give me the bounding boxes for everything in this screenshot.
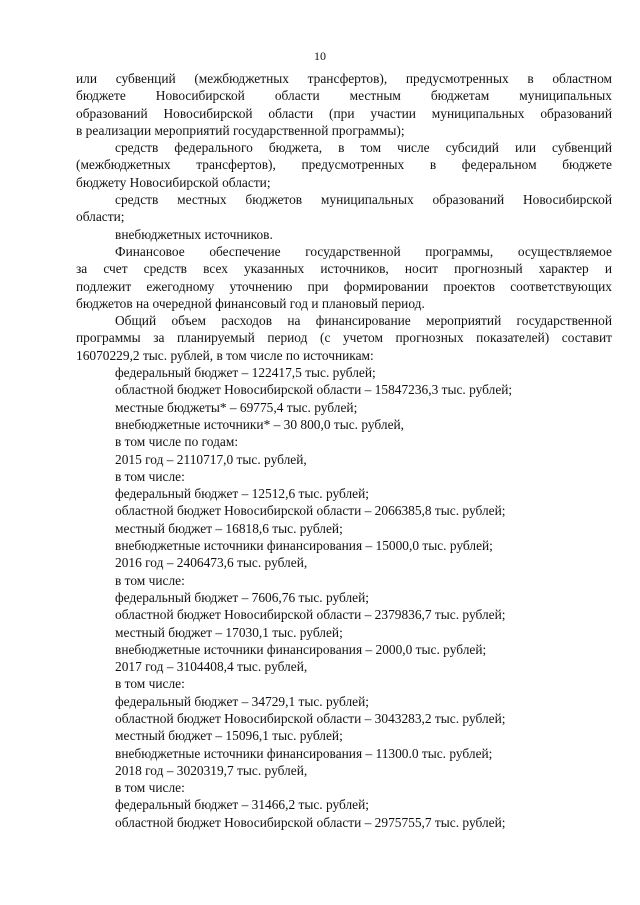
text-line: в том числе: xyxy=(115,676,185,692)
text-line: федеральный бюджет – 12512,6 тыс. рублей; xyxy=(115,486,370,502)
text-line: средств местных бюджетов муниципальных образований Новосибирской xyxy=(115,192,612,208)
document-body xyxy=(76,70,612,831)
text-line: (межбюджетных трансфертов), предусмотренных в федеральном бюджете xyxy=(76,157,612,173)
text-line: областной бюджет Новосибирской области – 2975755,7 тыс. рублей; xyxy=(115,814,506,830)
text-line: местный бюджет – 15096,1 тыс. рублей; xyxy=(115,728,343,744)
text-line: внебюджетные источники финансирования – 15000,0 тыс. рублей; xyxy=(115,538,493,554)
text-line: в реализации мероприятий государственной программы); xyxy=(76,122,405,138)
text-line: Финансовое обеспечение государственной программы, осуществляемое xyxy=(115,243,612,259)
text-line: 2017 год – 3104408,4 тыс. рублей, xyxy=(115,659,308,675)
text-line: федеральный бюджет – 122417,5 тыс. рублей; xyxy=(115,365,376,381)
text-line: бюджетов на очередной финансовый год и плановый период. xyxy=(76,295,425,311)
text-line: за счет средств всех указанных источников, носит прогнозный характер и xyxy=(76,261,612,277)
text-line: 2015 год – 2110717,0 тыс. рублей, xyxy=(115,451,307,467)
text-line: бюджету Новосибирской области; xyxy=(76,174,271,190)
text-line: внебюджетные источники финансирования – 11300.0 тыс. рублей; xyxy=(115,745,493,761)
text-line: 16070229,2 тыс. рублей, в том числе по источникам: xyxy=(76,347,374,363)
text-line: местные бюджеты* – 69775,4 тыс. рублей; xyxy=(115,399,358,415)
text-line: внебюджетные источники* – 30 800,0 тыс. рублей, xyxy=(115,416,405,432)
text-line: в том числе: xyxy=(115,780,185,796)
text-line: 2016 год – 2406473,6 тыс. рублей, xyxy=(115,555,308,571)
text-line: областной бюджет Новосибирской области – 2066385,8 тыс. рублей; xyxy=(115,503,506,519)
text-line: внебюджетные источники финансирования – 2000,0 тыс. рублей; xyxy=(115,641,487,657)
text-line: средств федерального бюджета, в том числе субсидий или субвенций xyxy=(115,140,612,156)
text-line: внебюджетных источников. xyxy=(115,226,273,242)
text-line: областной бюджет Новосибирской области – 15847236,3 тыс. рублей; xyxy=(115,382,513,398)
text-line: в том числе: xyxy=(115,572,185,588)
text-line: местный бюджет – 17030,1 тыс. рублей; xyxy=(115,624,343,640)
text-line: или субвенций (межбюджетных трансфертов), предусмотренных в областном xyxy=(76,71,612,86)
text-line: федеральный бюджет – 31466,2 тыс. рублей; xyxy=(115,797,370,813)
text-line: подлежит ежегодному уточнению при формировании проектов соответствующих xyxy=(76,278,612,294)
text-line: в том числе: xyxy=(115,468,185,484)
text-line: местный бюджет – 16818,6 тыс. рублей; xyxy=(115,520,343,536)
text-line: федеральный бюджет – 34729,1 тыс. рублей; xyxy=(115,693,370,709)
text-line: областной бюджет Новосибирской области – 2379836,7 тыс. рублей; xyxy=(115,607,506,623)
text-line: 2018 год – 3020319,7 тыс. рублей, xyxy=(115,762,308,778)
text-line: Общий объем расходов на финансирование мероприятий государственной xyxy=(115,313,612,329)
text-line: в том числе по годам: xyxy=(115,434,239,450)
text-line: области; xyxy=(76,209,125,225)
text-line: федеральный бюджет – 7606,76 тыс. рублей; xyxy=(115,589,370,605)
text-line: бюджете Новосибирской области местным бюджетам муниципальных xyxy=(76,88,612,104)
text-line: программы за планируемый период (с учетом прогнозных показателей) составит xyxy=(76,330,612,346)
text-line: областной бюджет Новосибирской области – 3043283,2 тыс. рублей; xyxy=(115,710,506,726)
page-number: 10 xyxy=(314,49,326,63)
text-line: образований Новосибирской области (при участии муниципальных образований xyxy=(76,105,612,121)
